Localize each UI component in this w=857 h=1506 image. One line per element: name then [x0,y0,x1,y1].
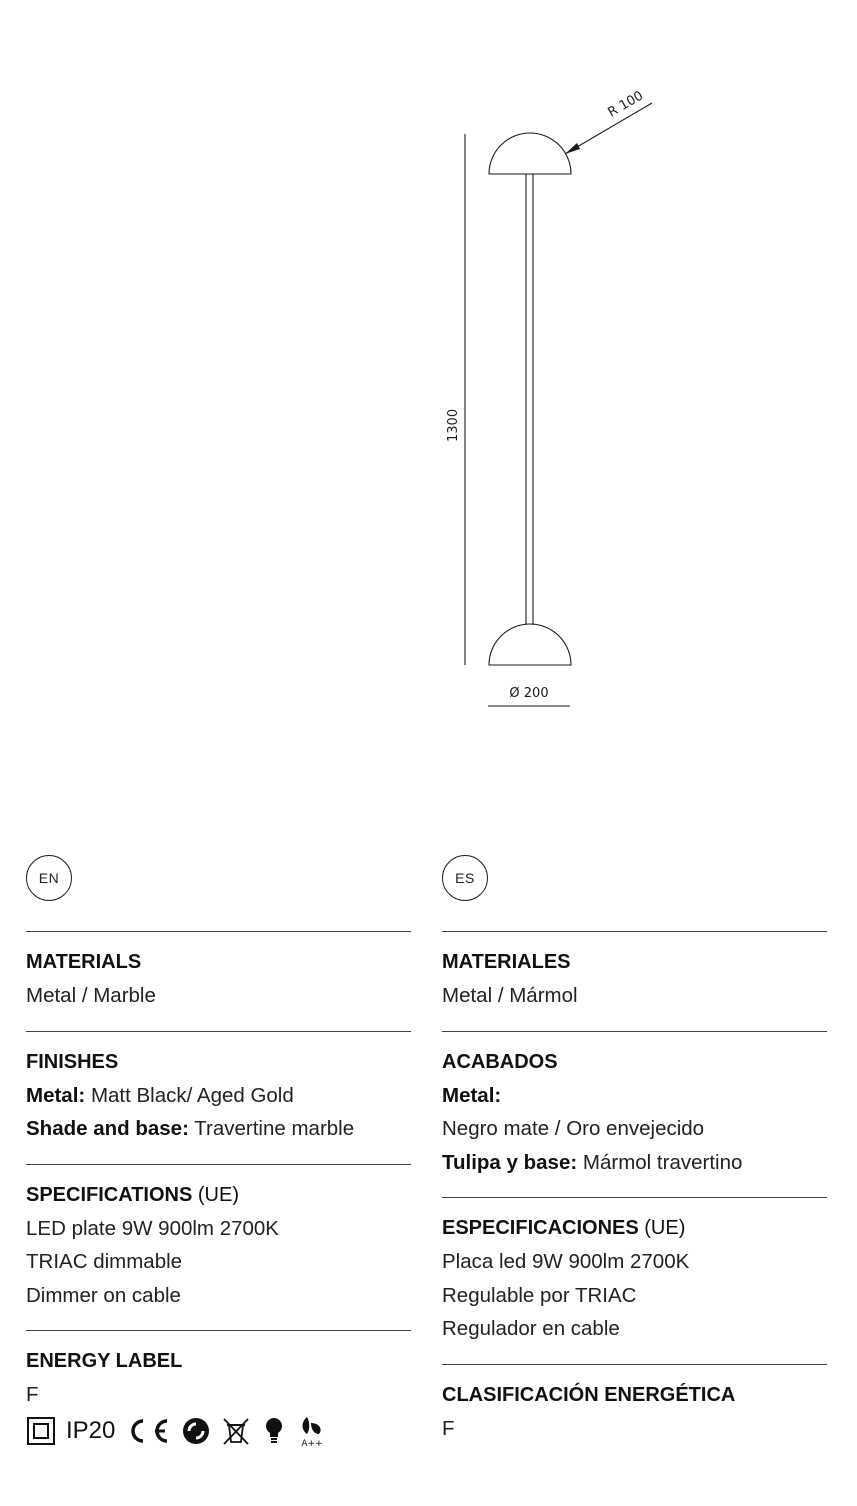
materials-section-es [442,931,827,1031]
energy-heading: ENERGY LABEL [26,1350,183,1372]
finishes-section-en [26,1031,411,1164]
lang-badge-en: EN [26,855,72,901]
base-outline [489,624,571,665]
double-insulation-icon [26,1416,56,1446]
spec-line: Regulable por TRIAC [442,1283,637,1307]
radius-label: R 100 [605,88,646,121]
energy-section-en [26,1330,411,1466]
finish-metal-label-line [442,1079,827,1113]
energy-heading: CLASIFICACIÓN ENERGÉTICA [442,1383,736,1406]
energy-value: F [26,1383,39,1406]
shade-outline [489,133,571,174]
spec-line: TRIAC dimmable [26,1250,183,1273]
weee-bin-icon [221,1416,251,1446]
finishes-heading: ACABADOS [442,1050,558,1073]
energy-class-mark: A++ [301,1438,323,1448]
lang-badge-es: ES [442,855,488,901]
spec-line: Dimmer on cable [26,1283,181,1307]
specifications-section-en [26,1164,411,1331]
specifications-section-es [442,1197,827,1364]
bulb-icon [261,1415,287,1447]
materials-value: Metal / Marble [26,984,156,1007]
materials-section-en [26,931,411,1031]
materials-heading: MATERIALES [442,951,571,973]
finish-shade-line [442,1146,827,1180]
materials-heading: MATERIALS [26,951,142,973]
finish-shade-value: Travertine marble [194,1117,355,1140]
green-dot-recycle-icon [181,1416,211,1446]
finish-shade-label: Tulipa y base: [442,1150,578,1174]
column-es [442,855,827,1463]
specifications-heading [442,1212,827,1245]
spec-line: Regulador en cable [442,1317,620,1340]
ip-rating: IP20 [66,1416,116,1444]
energy-leaf-icon [297,1414,327,1448]
specifications-heading-text: SPECIFICATIONS [26,1183,193,1206]
ce-mark-icon [125,1416,171,1446]
finish-metal-label: Metal: [442,1083,502,1107]
finish-metal-value: Matt Black/ Aged Gold [90,1083,294,1107]
diameter-label: Ø 200 [509,686,549,701]
energy-section-es [442,1364,827,1464]
spec-line: LED plate 9W 900lm 2700K [26,1216,279,1240]
finish-shade-value: Mármol travertino [582,1150,743,1174]
finish-shade-line [26,1112,411,1146]
specifications-heading-suffix: (UE) [644,1217,686,1239]
column-en [26,855,411,1466]
specifications-heading-text: ESPECIFICACIONES [442,1217,639,1239]
finish-metal-line [26,1079,411,1113]
finish-shade-label: Shade and base: [26,1117,189,1140]
specifications-heading [26,1179,411,1212]
certification-icons [26,1414,411,1448]
radius-arrowhead [565,143,580,154]
finishes-heading: FINISHES [26,1050,119,1073]
specifications-heading-suffix: (UE) [197,1183,239,1206]
materials-value: Metal / Mármol [442,984,578,1007]
finish-metal-label: Metal: [26,1083,86,1107]
finish-metal-value: Negro mate / Oro envejecido [442,1117,705,1140]
height-label: 1300 [446,408,461,442]
energy-value: F [442,1416,455,1440]
spec-line: Placa led 9W 900lm 2700K [442,1250,690,1273]
finishes-section-es [442,1031,827,1198]
